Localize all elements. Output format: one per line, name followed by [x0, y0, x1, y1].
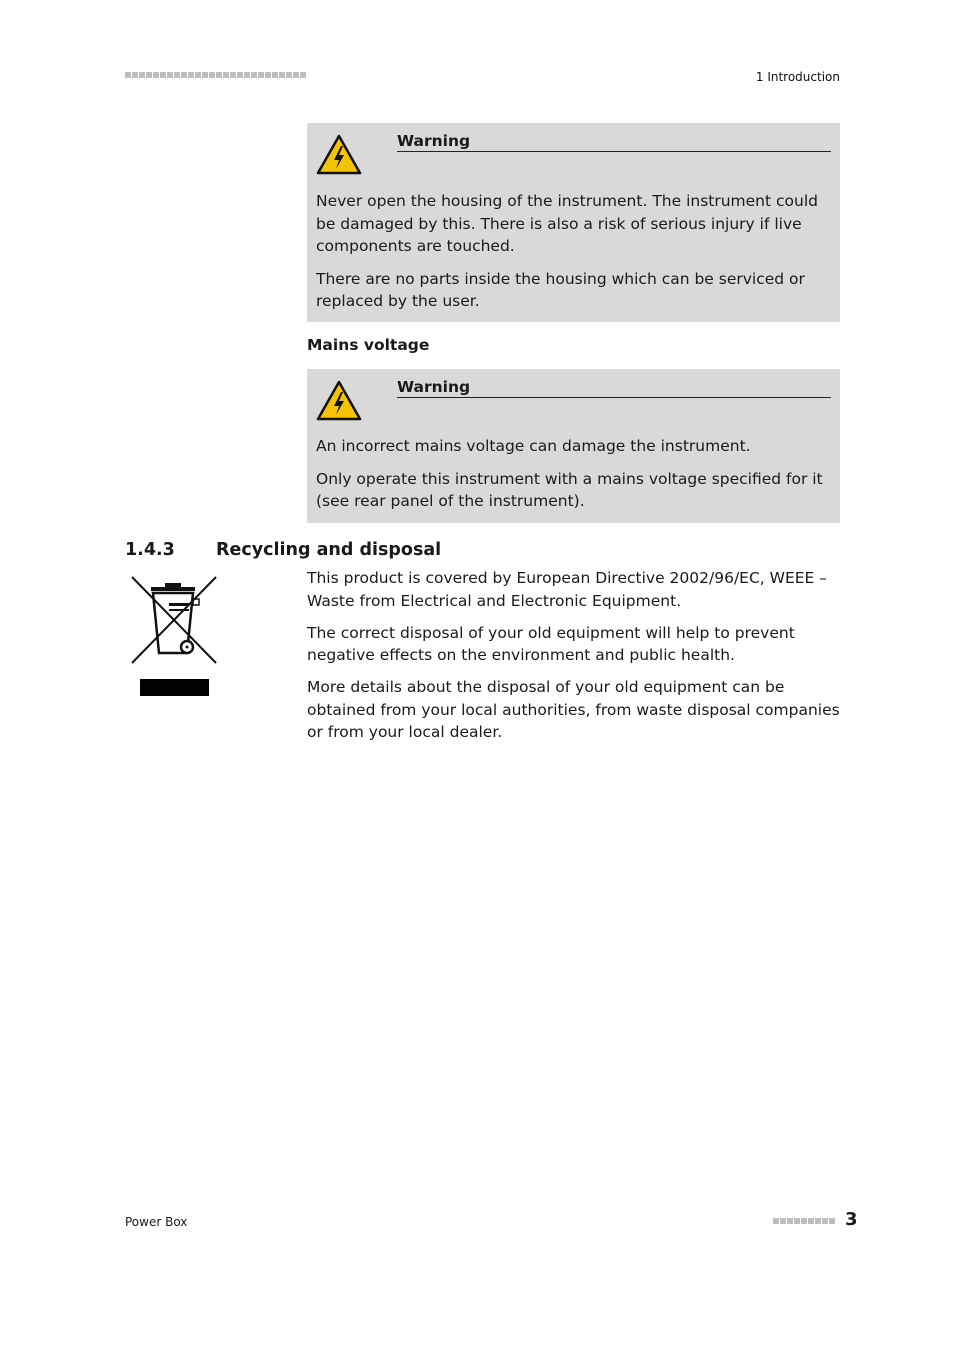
page-number: 3	[845, 1209, 858, 1230]
mains-voltage-heading: Mains voltage	[307, 336, 430, 354]
header-decoration	[125, 72, 306, 78]
warning-title: Warning	[397, 378, 831, 398]
recycling-text	[307, 567, 843, 753]
warning-paragraph: An incorrect mains voltage can damage the instrument.	[316, 437, 751, 455]
header-chapter: 1 Introduction	[755, 70, 840, 84]
warning-body	[316, 190, 831, 323]
weee-crossed-bin-icon	[129, 575, 219, 699]
section-number: 1.4.3	[125, 540, 175, 560]
recycling-paragraph: More details about the disposal of your old equipment can be obtained from your local authorities, from waste disposal companies or from your local dealer.	[307, 678, 840, 741]
warning-body	[316, 435, 831, 523]
warning-box-mains	[307, 369, 840, 523]
warning-box-housing	[307, 123, 840, 322]
footer-product: Power Box	[125, 1215, 188, 1229]
footer-decoration	[773, 1218, 835, 1224]
section-title: Recycling and disposal	[216, 540, 442, 560]
recycling-paragraph: This product is covered by European Directive 2002/96/EC, WEEE – Waste from Electrical and Electronic Equipment.	[307, 569, 828, 610]
electrical-hazard-icon	[316, 134, 362, 175]
electrical-hazard-icon	[316, 380, 362, 421]
warning-paragraph: Never open the housing of the instrument. The instrument could be damaged by this. There is also a risk of serious injury if live components are touched.	[316, 192, 818, 255]
warning-paragraph: There are no parts inside the housing which can be serviced or replaced by the user.	[316, 269, 805, 310]
recycling-paragraph: The correct disposal of your old equipment will help to prevent negative effects on the environment and public health.	[307, 623, 795, 664]
warning-paragraph: Only operate this instrument with a mains voltage specified for it (see rear panel of the instrument).	[316, 469, 823, 510]
warning-title: Warning	[397, 132, 831, 152]
